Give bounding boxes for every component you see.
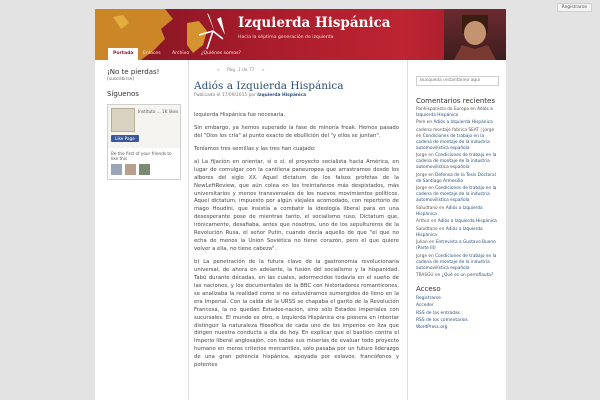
- list-item: cadena montaje fabrica SEAT | Jorge en Condiciones de trabajo en la cadena de montaje de la industria automovilística española: [416, 127, 495, 151]
- list-item: Jorge en Condiciones de trabajo en la cadena de montaje de la industria automovilística española: [416, 186, 497, 204]
- post-paragraph: b) La penetración de la futura clave de la gastronomía revolucionaria universal, de ahora en adelante, la fusión del socialismo y la hispanidad. Tabú durante décadas, en las cuales, adormecidos todavía en el sueño de las naciones, y los documentales de la BBC con historiadores romanticones, se analizaba la realidad como si no estuviéramos sumergidos de lleno en la era Imperial. Con la caída de la URSS se chapaba el garito de la Revolución Francesa, la no quedan Estados-nación, sino sólo Estados imperiales con sucursales. El mundo es otro, e Izquierda Hispánica era pionera en intentar distinguir la naturaleza filosófica de cada uno de los imperios en liza que dirigen nuestra conducta a día de hoy. En explicar que el bastión contra el Imperio liberal anglosajón, con todas sus miserias de evaluar todo proyecto humano en meros criterios mercantiles, sólo pasaba por un futuro liderazgo de una gran potencia hispánica, apoyada por eslavos, francófonos y potentes: [194, 259, 399, 369]
- comment-post-link[interactable]: Condiciones de trabajo en la cadena de montaje de la industria automovilística española: [416, 186, 497, 204]
- main-content: [194, 68, 399, 370]
- post-body: [194, 112, 399, 370]
- institute-logo-icon: [111, 108, 135, 132]
- comment-post-link[interactable]: Defensa de la Tesis Doctoral de Santiago Armesilla: [416, 172, 496, 184]
- main-nav: [95, 48, 506, 60]
- comment-post-link[interactable]: Condiciones de trabajo en la cadena de montaje de la industria automovilística española: [416, 153, 497, 171]
- comment-post-link[interactable]: Adiós a Izquierda Hispánica: [437, 219, 497, 225]
- left-sidebar: [107, 68, 181, 180]
- post-author-link[interactable]: Izquierda Hispánica: [257, 93, 307, 98]
- comment-post-link[interactable]: Entrevista a Gustavo Bueno (Parte III): [416, 240, 496, 252]
- avatar[interactable]: [125, 164, 136, 175]
- fb-page-name[interactable]: Instituto ... 1K likes: [138, 109, 179, 114]
- site-title[interactable]: Izquierda Hispánica: [238, 15, 391, 31]
- access-link-wordpress[interactable]: WordPress.org: [416, 324, 448, 330]
- page-indicator: Pag. 1 de 77: [227, 68, 255, 73]
- list-item: Jorge en Condiciones de trabajo en la cadena de montaje de la industria automovilística española: [416, 253, 497, 271]
- next-page-button[interactable]: »: [261, 68, 265, 73]
- post-paragraph: Izquierda Hispánica fue necesaria.: [194, 112, 286, 118]
- comment-post-link[interactable]: Condiciones de trabajo en la cadena de montaje de la industria automovilística española: [416, 253, 497, 271]
- fb-like-button[interactable]: Like Page: [111, 135, 139, 142]
- nav-item-enlaces[interactable]: Enlaces: [143, 51, 161, 56]
- access-list: [416, 295, 499, 330]
- search-input[interactable]: [416, 76, 499, 86]
- nav-item-quienes-somos[interactable]: ¿Quiénes somos?: [201, 51, 241, 56]
- post-meta: [194, 93, 399, 98]
- site-tagline: Hacia la séptima generación de izquierda: [238, 35, 334, 40]
- pagination: [217, 68, 399, 73]
- left-divider: [188, 60, 189, 400]
- newsletter-title: ¡No te pierdas!: [107, 68, 160, 76]
- list-item: Julian en Entrevista a Gustavo Bueno (Parte III): [416, 240, 496, 252]
- post-paragraph: Teníamos tres semillas y las tres han cuajado:: [194, 145, 316, 152]
- right-sidebar: [416, 66, 499, 331]
- recent-comments-title: Comentarios recientes: [416, 96, 496, 105]
- list-item: Arthur en Adiós a Izquierda Hispánica: [416, 219, 497, 225]
- comment-post-link[interactable]: Adiós a Izquierda Hispánica: [416, 226, 483, 238]
- access-link-register[interactable]: Registrarse: [416, 296, 441, 302]
- fb-friends-text: Be the first of your friends to like this: [111, 151, 172, 162]
- post-paragraph: Sin embargo, ya hemos superado la fase de minoría freak. Hemos pasado del "Dios los cría" al punto exacto de ebullición del "y ellos se juntan".: [194, 124, 399, 139]
- fb-faces: [108, 164, 180, 179]
- subscribe-link[interactable]: [suscribirse]: [107, 77, 135, 82]
- post-paragraph: a) La fijación en orientar, si o sí, el proyecto socialista hacia América, en lugar de comulgar con la cantilena paneuropea que arrastramos desde los albores del siglo XX. Aquel dictatum de los falsos profetas de la NewLeftReview, que aún colea en los treintañeros más despistados, más universitarios y menos transversales de los nuevos movimientos políticos. Aquel dictatum, impuesto por algún viejales acomodado, con repertorio de mago Houdini, que insistía a combatir la ideología liberal para en una desesperante pose de mientras tanto, el socialismo ruso. Dictatum que, irónicamente, desafiaba, antes que nosotros, uno de los sepultureros de la Revolución Rusa, el señor Putin, cuando decía aquello de que "el que no echa de menos la Unión Soviética no tiene corazón, pero el que quiere volver a ella, no tiene cabeza".: [194, 158, 399, 253]
- list-item: Panhispanista de Europa en Adiós a Izquierda Hispánica: [416, 106, 493, 118]
- prev-page-button[interactable]: «: [217, 68, 220, 73]
- nav-item-archivo[interactable]: Archivo: [172, 51, 190, 56]
- facebook-widget: [107, 104, 181, 180]
- access-link-rss-comments[interactable]: RSS de los comentarios: [416, 317, 468, 323]
- register-button[interactable]: Registrarse: [557, 3, 592, 12]
- access-title: Acceso: [416, 285, 441, 294]
- avatar[interactable]: [111, 164, 122, 175]
- list-item: Saludtano en Adiós a Izquierda Hispánica: [416, 205, 483, 217]
- comment-post-link[interactable]: Adiós a Izquierda Hispánica: [433, 120, 493, 126]
- list-item: TRASGU en ¿Qué es un perroflauta?: [416, 273, 494, 279]
- list-item: Jorge en Condiciones de trabajo en la cadena de montaje de la industria automovilística española: [416, 153, 497, 171]
- comment-post-link[interactable]: Adiós a Izquierda Hispánica: [416, 205, 483, 217]
- right-divider: [407, 60, 408, 400]
- post-date: Publicado el 17/09/2015 por: [194, 93, 256, 98]
- access-link-rss-entries[interactable]: RSS de las entradas: [416, 310, 460, 316]
- access-link-login[interactable]: Acceder: [416, 303, 434, 309]
- follow-title: Síguenos: [107, 90, 139, 98]
- comment-post-link[interactable]: ¿Qué es un perroflauta?: [441, 273, 494, 279]
- list-item: Pere en Adiós a Izquierda Hispánica: [416, 120, 493, 126]
- recent-comments-list: [416, 107, 499, 280]
- list-item: Saludtano en Adiós a Izquierda Hispánica: [416, 226, 483, 238]
- comment-post-link[interactable]: Adiós a Izquierda Hispánica: [416, 106, 493, 118]
- avatar[interactable]: [139, 164, 150, 175]
- comment-post-link[interactable]: Condiciones de trabajo en la cadena de montaje de la industria automovilística española: [416, 133, 490, 151]
- list-item: Jorge en Defensa de la Tesis Doctoral de Santiago Armesilla: [416, 172, 496, 184]
- nav-item-portada[interactable]: Portada: [108, 48, 138, 60]
- post-title[interactable]: Adiós a Izquierda Hispánica: [194, 80, 344, 92]
- page-body: [95, 60, 506, 400]
